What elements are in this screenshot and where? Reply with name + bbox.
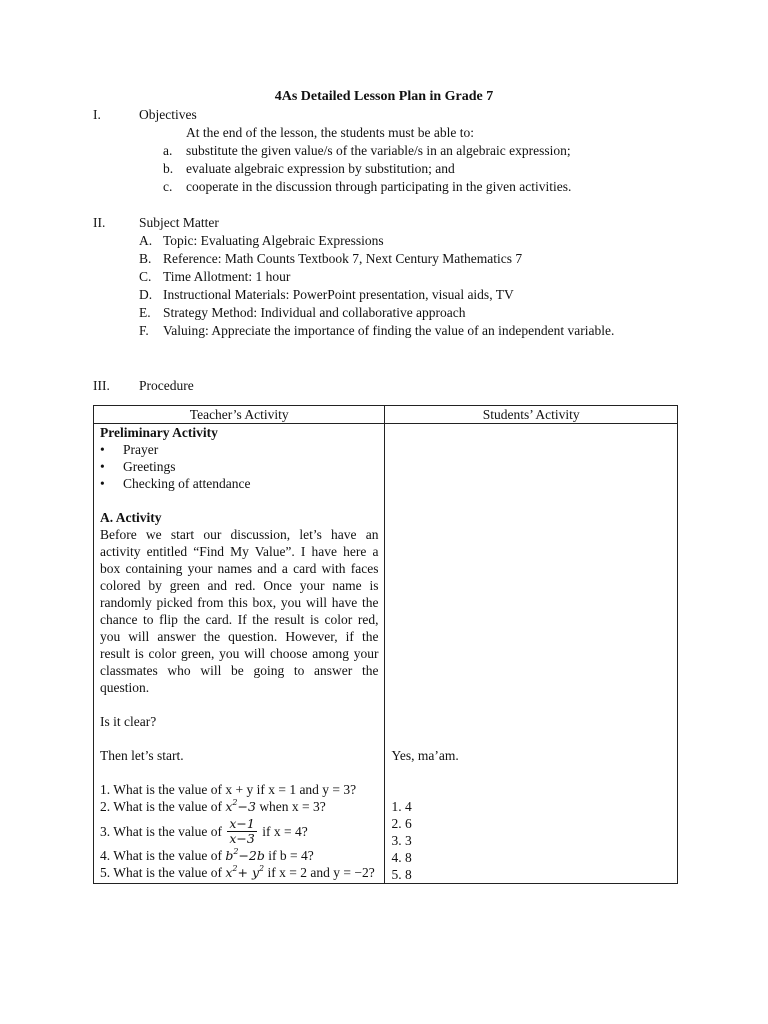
subject-materials: Instructional Materials: PowerPoint presentation, visual aids, TV bbox=[163, 287, 514, 302]
subject-strategy: Strategy Method: Individual and collaborative approach bbox=[163, 305, 466, 320]
preliminary-heading: Preliminary Activity bbox=[100, 425, 218, 440]
activity-paragraph: Before we start our discussion, let’s have an activity entitled “Find My Value”. I have here a box containing your names and a card with faces colored by green and red. Once your name is randomly picked from this box, you will have the chance to flip the card. If the result is color red, you will answer the question. However, if the result is color green, you will choose among your classmates who will be going to answer the question. bbox=[100, 527, 379, 695]
question-2: 2. What is the value of $x^2-3$ when x = 3? bbox=[100, 798, 326, 814]
subject-letter-c: C. bbox=[139, 269, 152, 284]
students-activity-cell bbox=[385, 424, 678, 884]
subject-letter-f: F. bbox=[139, 323, 149, 338]
teacher-activity-header: Teacher’s Activity bbox=[94, 406, 385, 424]
question-1: 1. What is the value of x + y if x = 1 and y = 3? bbox=[100, 782, 357, 797]
teacher-activity-cell bbox=[94, 424, 385, 884]
bullet-icon: • bbox=[100, 476, 105, 491]
objective-a: substitute the given value/s of the variable/s in an algebraic expression; bbox=[186, 143, 571, 158]
objective-letter-a: a. bbox=[163, 143, 173, 158]
greetings-item: Greetings bbox=[123, 459, 176, 474]
question-3: 3. What is the value of $\frac{x-1}{x-3}$ if x = 4? bbox=[100, 815, 308, 846]
attendance-item: Checking of attendance bbox=[123, 476, 251, 491]
bullet-icon: • bbox=[100, 442, 105, 457]
then-lets-start: Then let’s start. bbox=[100, 748, 184, 763]
prayer-item: Prayer bbox=[123, 442, 159, 457]
objective-b: evaluate algebraic expression by substitution; and bbox=[186, 161, 455, 176]
section-3-number: III. bbox=[93, 378, 110, 393]
question-5: 5. What is the value of $x^2+ y^2$ if x = 2 and y = −2? bbox=[100, 864, 375, 880]
bullet-icon: • bbox=[100, 459, 105, 474]
answer-3: 3. 3 bbox=[391, 833, 412, 848]
section-1-number: I. bbox=[93, 107, 101, 122]
objective-letter-b: b. bbox=[163, 161, 174, 176]
answer-4: 4. 8 bbox=[391, 850, 412, 865]
is-it-clear: Is it clear? bbox=[100, 714, 157, 729]
yes-maam-reply: Yes, ma’am. bbox=[391, 748, 459, 763]
subject-letter-b: B. bbox=[139, 251, 152, 266]
objective-letter-c: c. bbox=[163, 179, 173, 194]
section-3-title: Procedure bbox=[139, 378, 194, 393]
answer-1: 1. 4 bbox=[391, 799, 412, 814]
objectives-intro: At the end of the lesson, the students must be able to: bbox=[186, 125, 474, 140]
procedure-table bbox=[93, 405, 678, 884]
table-row bbox=[94, 424, 678, 884]
fraction: $\frac{x-1}{x-3}$ bbox=[229, 815, 255, 846]
activity-heading: A. Activity bbox=[100, 510, 162, 525]
answer-2: 2. 6 bbox=[391, 816, 412, 831]
section-1-title: Objectives bbox=[139, 107, 197, 122]
subject-letter-a: A. bbox=[139, 233, 153, 248]
section-2-number: II. bbox=[93, 215, 106, 230]
list-item bbox=[100, 441, 378, 458]
subject-letter-d: D. bbox=[139, 287, 153, 302]
subject-topic: Topic: Evaluating Algebraic Expressions bbox=[163, 233, 384, 248]
subject-reference: Reference: Math Counts Textbook 7, Next Century Mathematics 7 bbox=[163, 251, 523, 266]
subject-letter-e: E. bbox=[139, 305, 151, 320]
subject-time: Time Allotment: 1 hour bbox=[163, 269, 291, 284]
answer-5: 5. 8 bbox=[391, 867, 412, 882]
students-activity-header: Students’ Activity bbox=[385, 406, 678, 424]
list-item bbox=[100, 458, 378, 475]
subject-valuing: Valuing: Appreciate the importance of finding the value of an independent variable. bbox=[163, 323, 615, 338]
section-2-title: Subject Matter bbox=[139, 215, 219, 230]
list-item bbox=[100, 475, 378, 492]
document-title: 4As Detailed Lesson Plan in Grade 7 bbox=[274, 89, 494, 104]
table-header-row bbox=[94, 406, 678, 424]
objective-c: cooperate in the discussion through participating in the given activities. bbox=[186, 179, 572, 194]
question-4: 4. What is the value of $b^2-2b$ if b = 4? bbox=[100, 847, 314, 863]
